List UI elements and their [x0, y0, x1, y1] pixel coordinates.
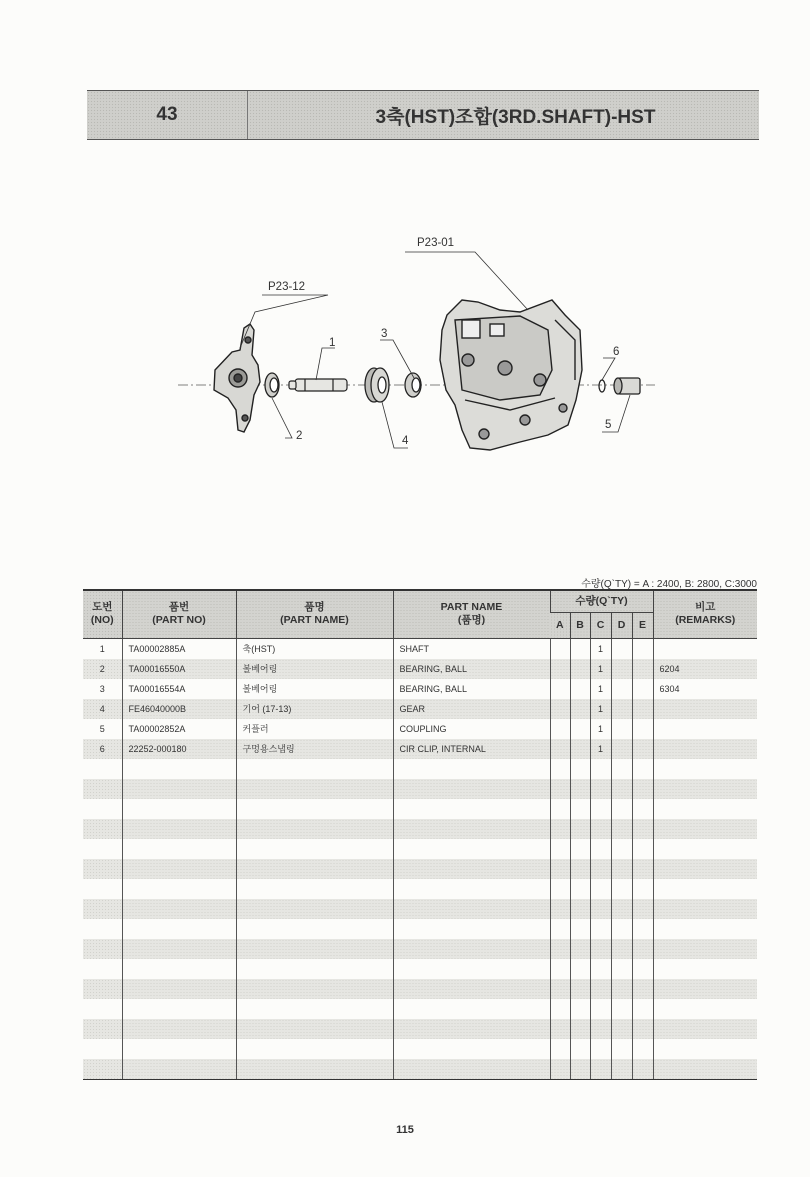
no-cell — [83, 859, 122, 879]
remarks-cell — [653, 979, 757, 999]
gear-4-part — [365, 368, 389, 402]
coupling-5-part — [614, 378, 640, 394]
no-cell — [83, 819, 122, 839]
exploded-diagram — [0, 220, 810, 460]
circlip-6-part — [599, 380, 605, 392]
qty-cell — [611, 719, 632, 739]
qty-cell — [550, 759, 570, 779]
table-row — [83, 939, 757, 959]
qty-cell — [590, 879, 611, 899]
no-cell — [83, 1059, 122, 1080]
qty-cell — [550, 819, 570, 839]
part-no-cell: TA00016554A — [122, 679, 236, 699]
remarks-cell — [653, 939, 757, 959]
part-name-en-cell — [393, 779, 550, 799]
part-name-kr-cell — [236, 759, 393, 779]
qty-cell: 1 — [590, 719, 611, 739]
parts-table-body — [83, 638, 757, 1079]
no-cell: 4 — [83, 699, 122, 719]
no-cell — [83, 939, 122, 959]
qty-cell — [611, 899, 632, 919]
callout-2: 2 — [296, 430, 303, 442]
part-name-kr-cell — [236, 799, 393, 819]
table-row — [83, 979, 757, 999]
qty-cell — [632, 759, 653, 779]
qty-cell — [632, 1039, 653, 1059]
remarks-cell — [653, 739, 757, 759]
part-no-cell — [122, 959, 236, 979]
qty-cell — [632, 999, 653, 1019]
qty-cell — [550, 839, 570, 859]
callout-p23-12: P23-12 — [268, 281, 306, 293]
qty-cell — [611, 739, 632, 759]
table-row — [83, 1039, 757, 1059]
part-name-kr-cell: 구멍용스냅링 — [236, 739, 393, 759]
part-name-kr-cell: 볼베어링 — [236, 659, 393, 679]
qty-cell — [570, 699, 590, 719]
table-row — [83, 1059, 757, 1080]
part-no-cell — [122, 919, 236, 939]
qty-cell — [570, 919, 590, 939]
qty-cell — [632, 779, 653, 799]
qty-cell — [590, 899, 611, 919]
qty-cell — [590, 759, 611, 779]
qty-cell: 1 — [590, 699, 611, 719]
part-no-cell: TA00002885A — [122, 638, 236, 659]
remarks-cell — [653, 819, 757, 839]
callout-5: 5 — [605, 419, 612, 431]
table-row — [83, 779, 757, 799]
table-row — [83, 999, 757, 1019]
part-name-en-cell: BEARING, BALL — [393, 659, 550, 679]
qty-cell — [550, 979, 570, 999]
part-name-en-cell — [393, 859, 550, 879]
header-part-name-kr: 품명 (PART NAME) — [236, 590, 393, 638]
callout-3: 3 — [381, 328, 388, 340]
table-row — [83, 819, 757, 839]
no-cell — [83, 779, 122, 799]
part-no-cell — [122, 799, 236, 819]
qty-cell — [590, 839, 611, 859]
part-no-cell — [122, 879, 236, 899]
part-name-en-cell: COUPLING — [393, 719, 550, 739]
part-name-kr-cell — [236, 819, 393, 839]
qty-cell — [550, 638, 570, 659]
bearing-2-part — [265, 373, 279, 397]
remarks-cell — [653, 959, 757, 979]
no-cell — [83, 979, 122, 999]
remarks-cell — [653, 879, 757, 899]
qty-cell — [611, 959, 632, 979]
remarks-cell — [653, 799, 757, 819]
remarks-cell — [653, 859, 757, 879]
part-no-cell — [122, 859, 236, 879]
qty-cell — [611, 699, 632, 719]
part-name-en-cell — [393, 919, 550, 939]
qty-cell — [550, 959, 570, 979]
qty-cell — [611, 1039, 632, 1059]
qty-cell — [632, 979, 653, 999]
qty-cell — [550, 899, 570, 919]
part-name-kr-cell — [236, 859, 393, 879]
section-number: 43 — [87, 91, 248, 139]
header-qty: 수량(Q`TY) — [550, 590, 653, 612]
part-name-kr-cell — [236, 839, 393, 859]
qty-cell — [550, 919, 570, 939]
qty-cell — [550, 1039, 570, 1059]
qty-cell — [611, 638, 632, 659]
no-cell — [83, 839, 122, 859]
remarks-cell — [653, 699, 757, 719]
qty-cell — [550, 859, 570, 879]
remarks-cell — [653, 899, 757, 919]
qty-cell — [611, 819, 632, 839]
no-cell — [83, 959, 122, 979]
header-qty-a: A — [550, 612, 570, 638]
qty-cell — [632, 679, 653, 699]
no-cell — [83, 1019, 122, 1039]
remarks-cell — [653, 638, 757, 659]
qty-cell — [570, 759, 590, 779]
section-header — [87, 90, 759, 140]
qty-cell: 1 — [590, 739, 611, 759]
part-no-cell — [122, 839, 236, 859]
qty-cell — [550, 939, 570, 959]
remarks-cell — [653, 779, 757, 799]
qty-cell — [590, 1019, 611, 1039]
part-name-en-cell — [393, 959, 550, 979]
part-no-cell — [122, 759, 236, 779]
qty-cell — [550, 999, 570, 1019]
qty-cell — [570, 819, 590, 839]
part-name-kr-cell — [236, 899, 393, 919]
qty-cell — [570, 939, 590, 959]
part-name-en-cell — [393, 939, 550, 959]
qty-cell — [570, 638, 590, 659]
qty-cell — [570, 799, 590, 819]
no-cell: 3 — [99, 683, 105, 694]
table-row — [83, 759, 757, 779]
qty-cell — [611, 1059, 632, 1080]
part-name-en-cell — [393, 979, 550, 999]
part-name-kr-cell — [236, 779, 393, 799]
part-no-cell — [122, 899, 236, 919]
qty-cell — [632, 819, 653, 839]
qty-cell — [632, 799, 653, 819]
no-cell — [83, 899, 122, 919]
header-part-no: 품번 (PART NO) — [122, 590, 236, 638]
qty-cell — [632, 638, 653, 659]
qty-cell: 1 — [590, 659, 611, 679]
part-name-kr-cell: 기어 (17-13) — [236, 699, 393, 719]
no-cell: 1 — [99, 643, 105, 654]
remarks-cell: 6304 — [653, 679, 757, 699]
part-name-en-cell: GEAR — [393, 699, 550, 719]
table-row — [83, 899, 757, 919]
qty-cell — [611, 759, 632, 779]
qty-cell — [632, 839, 653, 859]
no-cell — [83, 799, 122, 819]
qty-cell — [611, 1019, 632, 1039]
part-name-en-cell: SHAFT — [393, 638, 550, 659]
callout-6: 6 — [613, 346, 620, 358]
part-name-en-cell — [393, 839, 550, 859]
part-name-en-cell: CIR CLIP, INTERNAL — [393, 739, 550, 759]
no-cell — [83, 919, 122, 939]
qty-cell — [570, 899, 590, 919]
part-name-en-cell — [393, 1039, 550, 1059]
table-row — [83, 638, 757, 659]
part-no-cell: 22252-000180 — [122, 739, 236, 759]
table-row — [83, 679, 757, 699]
qty-cell — [550, 1019, 570, 1039]
qty-cell — [632, 919, 653, 939]
part-name-kr-cell — [236, 1039, 393, 1059]
table-row — [83, 859, 757, 879]
qty-cell — [570, 1019, 590, 1039]
qty-cell — [611, 659, 632, 679]
table-row — [83, 959, 757, 979]
part-name-kr-cell — [236, 939, 393, 959]
callout-1: 1 — [329, 337, 336, 349]
qty-cell — [590, 999, 611, 1019]
remarks-cell — [653, 719, 757, 739]
part-name-en-cell — [393, 799, 550, 819]
qty-cell — [632, 959, 653, 979]
cover-bracket-part — [214, 324, 260, 432]
qty-cell — [570, 1059, 590, 1080]
callout-4: 4 — [402, 435, 409, 447]
part-no-cell — [122, 1059, 236, 1080]
part-name-en-cell — [393, 879, 550, 899]
qty-cell — [550, 659, 570, 679]
qty-cell — [570, 779, 590, 799]
no-cell — [83, 999, 122, 1019]
qty-cell — [611, 799, 632, 819]
part-no-cell — [122, 939, 236, 959]
callout-p23-01: P23-01 — [417, 237, 455, 249]
part-no-cell: TA00002852A — [122, 719, 236, 739]
qty-cell — [632, 879, 653, 899]
qty-cell — [632, 659, 653, 679]
qty-cell — [632, 1059, 653, 1080]
part-name-en-cell — [393, 759, 550, 779]
part-no-cell — [122, 819, 236, 839]
no-cell — [83, 759, 122, 779]
no-cell — [83, 1039, 122, 1059]
part-name-kr-cell: 축(HST) — [236, 638, 393, 659]
part-name-kr-cell — [236, 1019, 393, 1039]
qty-cell — [590, 819, 611, 839]
part-name-kr-cell: 볼베어링 — [236, 679, 393, 699]
qty-cell — [611, 879, 632, 899]
part-no-cell: FE46040000B — [122, 699, 236, 719]
qty-cell — [590, 979, 611, 999]
remarks-cell — [653, 1039, 757, 1059]
qty-cell — [570, 859, 590, 879]
part-name-kr-cell — [236, 979, 393, 999]
qty-note: 수량(Q`TY) = A : 2400, B: 2800, C:3000 — [581, 579, 757, 590]
remarks-cell — [653, 839, 757, 859]
qty-cell — [590, 799, 611, 819]
qty-cell — [632, 899, 653, 919]
qty-cell — [590, 1059, 611, 1080]
qty-cell — [590, 939, 611, 959]
table-row — [83, 719, 757, 739]
qty-cell — [632, 1019, 653, 1039]
part-no-cell — [122, 1019, 236, 1039]
parts-table — [83, 589, 757, 1080]
header-remarks: 비고 (REMARKS) — [653, 590, 757, 638]
qty-cell — [632, 739, 653, 759]
qty-cell: 1 — [590, 638, 611, 659]
header-qty-d: D — [611, 612, 632, 638]
qty-cell — [611, 919, 632, 939]
part-name-kr-cell — [236, 879, 393, 899]
header-qty-e: E — [632, 612, 653, 638]
part-no-cell — [122, 779, 236, 799]
part-name-en-cell — [393, 1059, 550, 1080]
qty-cell — [611, 839, 632, 859]
qty-cell — [550, 1059, 570, 1080]
table-row — [83, 919, 757, 939]
table-row — [83, 879, 757, 899]
qty-cell — [590, 1039, 611, 1059]
qty-cell — [570, 739, 590, 759]
part-no-cell — [122, 979, 236, 999]
shaft-1-part — [289, 379, 347, 391]
part-name-en-cell — [393, 819, 550, 839]
qty-cell — [570, 659, 590, 679]
qty-cell — [550, 679, 570, 699]
table-row — [83, 739, 757, 759]
table-row — [83, 699, 757, 719]
table-row — [83, 839, 757, 859]
qty-cell — [632, 859, 653, 879]
no-cell: 5 — [99, 723, 105, 734]
remarks-cell — [653, 759, 757, 779]
qty-cell — [611, 939, 632, 959]
qty-cell — [570, 959, 590, 979]
part-name-en-cell — [393, 1019, 550, 1039]
no-cell — [83, 879, 122, 899]
qty-cell — [550, 739, 570, 759]
table-row — [83, 1019, 757, 1039]
part-name-kr-cell — [236, 959, 393, 979]
qty-cell — [570, 1039, 590, 1059]
header-qty-c: C — [590, 612, 611, 638]
qty-cell — [550, 779, 570, 799]
qty-cell — [570, 979, 590, 999]
qty-cell — [570, 719, 590, 739]
part-name-en-cell — [393, 999, 550, 1019]
qty-cell — [590, 959, 611, 979]
part-no-cell: TA00016550A — [122, 659, 236, 679]
page-number: 115 — [396, 1124, 414, 1136]
qty-cell — [570, 839, 590, 859]
transmission-case-part — [440, 300, 582, 450]
part-name-kr-cell — [236, 999, 393, 1019]
part-name-en-cell — [393, 899, 550, 919]
qty-cell — [611, 859, 632, 879]
part-name-kr-cell — [236, 1059, 393, 1080]
remarks-cell — [653, 1059, 757, 1080]
qty-cell — [590, 919, 611, 939]
qty-cell — [570, 679, 590, 699]
qty-cell — [611, 999, 632, 1019]
qty-cell — [632, 939, 653, 959]
qty-cell — [590, 859, 611, 879]
remarks-cell — [653, 1019, 757, 1039]
no-cell: 2 — [83, 659, 122, 679]
table-row — [83, 659, 757, 679]
qty-cell — [611, 679, 632, 699]
qty-cell — [570, 999, 590, 1019]
header-no: 도번 (NO) — [83, 590, 122, 638]
diagram-svg — [0, 220, 810, 460]
qty-cell — [570, 879, 590, 899]
part-name-kr-cell: 커플러 — [236, 719, 393, 739]
qty-cell — [632, 719, 653, 739]
table-row — [83, 799, 757, 819]
qty-cell — [611, 979, 632, 999]
section-title: 3축(HST)조합(3RD.SHAFT)-HST — [375, 106, 656, 128]
part-name-kr-cell — [236, 919, 393, 939]
remarks-cell — [653, 999, 757, 1019]
remarks-cell: 6204 — [653, 659, 757, 679]
qty-cell — [611, 779, 632, 799]
qty-cell — [550, 799, 570, 819]
remarks-cell — [653, 919, 757, 939]
part-name-en-cell: BEARING, BALL — [393, 679, 550, 699]
qty-cell — [550, 719, 570, 739]
qty-cell — [550, 699, 570, 719]
header-part-name-en: PART NAME (품명) — [393, 590, 550, 638]
no-cell: 6 — [83, 739, 122, 759]
qty-cell — [590, 779, 611, 799]
qty-cell — [550, 879, 570, 899]
qty-cell — [632, 699, 653, 719]
part-no-cell — [122, 999, 236, 1019]
header-qty-b: B — [570, 612, 590, 638]
qty-cell: 1 — [590, 679, 611, 699]
part-no-cell — [122, 1039, 236, 1059]
